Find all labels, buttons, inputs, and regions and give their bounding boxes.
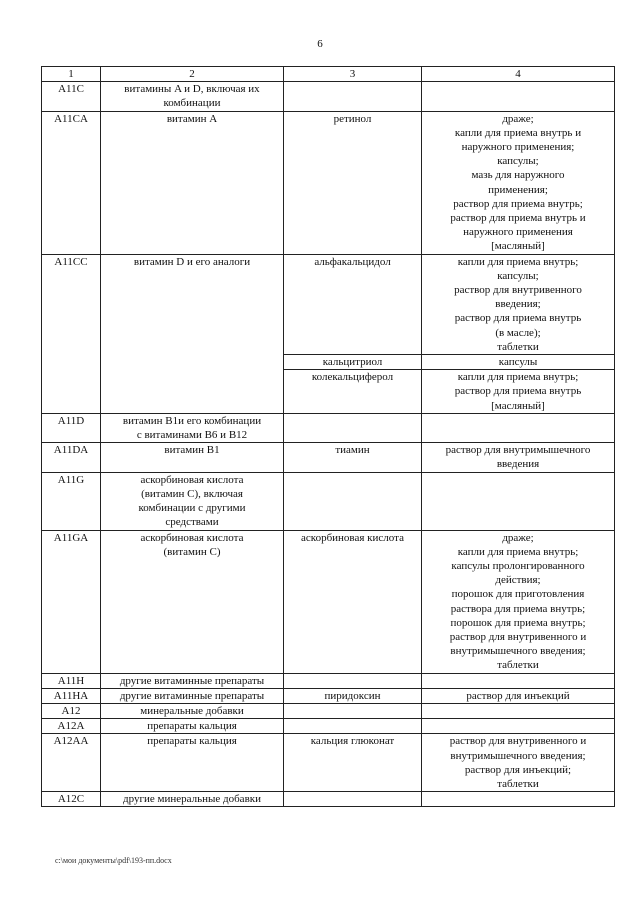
substance-name-cell: колекальциферол — [284, 370, 422, 414]
dosage-forms-cell — [422, 111, 615, 254]
table-row — [42, 111, 615, 254]
anatomical-therapeutic-group-cell — [101, 734, 284, 792]
group-line: препараты кальция — [147, 720, 237, 733]
table-row — [42, 472, 615, 530]
group-line: другие минеральные добавки — [123, 793, 261, 806]
substance-name-cell — [284, 472, 422, 530]
table-row — [42, 734, 615, 792]
table-header-row — [42, 67, 615, 82]
dosage-form-line: таблетки — [497, 340, 539, 353]
dosage-forms-cell — [422, 472, 615, 530]
group-line: (витамин C) — [163, 545, 221, 558]
dosage-form-line: капли для приема внутрь; — [457, 371, 579, 384]
dosage-forms-cell — [422, 673, 615, 688]
dosage-form-line: драже; — [502, 531, 534, 544]
anatomical-therapeutic-group-cell — [101, 111, 284, 254]
dosage-forms-cell — [422, 792, 615, 807]
substance-name-cell: ретинол — [284, 111, 422, 254]
anatomical-therapeutic-group-cell — [101, 413, 284, 442]
dosage-forms-cell — [422, 688, 615, 703]
table-row — [42, 792, 615, 807]
dosage-forms-cell — [422, 355, 615, 370]
dosage-form-line: капсулы; — [497, 155, 539, 168]
column-header-4: 4 — [422, 67, 615, 82]
group-line: витамины A и D, включая их — [124, 83, 260, 96]
dosage-form-line: порошок для приготовления — [451, 588, 585, 601]
atc-code-cell: A12C — [42, 792, 101, 807]
dosage-form-line: капли для приема внутрь; — [457, 545, 579, 558]
dosage-forms-cell — [422, 734, 615, 792]
dosage-form-line: [масляный] — [491, 399, 545, 412]
substance-name-cell: альфакальцидол — [284, 254, 422, 354]
dosage-forms-cell — [422, 254, 615, 354]
dosage-form-line: раствор для приема внутрь и — [450, 212, 586, 225]
substance-name-cell: пиридоксин — [284, 688, 422, 703]
dosage-form-line: раствор для приема внутрь; — [453, 197, 583, 210]
file-path-footer: c:\мои документы\pdf\193-пп.docx — [55, 856, 172, 865]
drug-classification-table — [41, 66, 615, 807]
dosage-form-line: внутримышечного введения; — [450, 645, 586, 658]
dosage-form-line: раствора для приема внутрь; — [450, 602, 586, 615]
dosage-form-line: порошок для приема внутрь; — [450, 616, 586, 629]
group-line: минеральные добавки — [140, 704, 244, 717]
dosage-form-line: капсулы пролонгированного — [451, 559, 585, 572]
substance-name-cell — [284, 719, 422, 734]
table-body — [42, 82, 615, 807]
dosage-form-line: раствор для приема внутрь — [454, 385, 582, 398]
group-line: с витаминами B6 и B12 — [136, 429, 248, 442]
dosage-form-line: таблетки — [497, 777, 539, 790]
atc-code-cell: A12AA — [42, 734, 101, 792]
anatomical-therapeutic-group-cell — [101, 673, 284, 688]
anatomical-therapeutic-group-cell — [101, 472, 284, 530]
dosage-form-line: раствор для инъекций; — [464, 763, 572, 776]
dosage-form-line: капли для приема внутрь; — [457, 255, 579, 268]
atc-code-cell: A11HA — [42, 688, 101, 703]
group-line: средствами — [165, 516, 219, 529]
anatomical-therapeutic-group-cell — [101, 82, 284, 111]
dosage-form-line: раствор для приема внутрь — [454, 312, 582, 325]
atc-code-cell: A11G — [42, 472, 101, 530]
anatomical-therapeutic-group-cell — [101, 792, 284, 807]
dosage-form-line: применения; — [488, 183, 548, 196]
dosage-forms-cell — [422, 443, 615, 472]
atc-code-cell: A11H — [42, 673, 101, 688]
table-row — [42, 703, 615, 718]
group-line: комбинации — [163, 97, 221, 110]
dosage-form-line: раствор для инъекций — [466, 689, 570, 702]
substance-name-cell — [284, 792, 422, 807]
table-row — [42, 719, 615, 734]
dosage-form-line: (в масле); — [495, 326, 541, 339]
group-line: другие витаминные препараты — [119, 674, 265, 687]
atc-code-cell: A11D — [42, 413, 101, 442]
substance-name-cell — [284, 703, 422, 718]
substance-name-cell — [284, 413, 422, 442]
column-header-2: 2 — [101, 67, 284, 82]
atc-code-cell: A11C — [42, 82, 101, 111]
table-row — [42, 413, 615, 442]
table-row — [42, 530, 615, 673]
dosage-form-line: раствор для внутримышечного — [445, 444, 591, 457]
substance-name-cell — [284, 673, 422, 688]
anatomical-therapeutic-group-cell — [101, 703, 284, 718]
dosage-form-line: капли для приема внутрь и — [454, 126, 582, 139]
group-line: витамин D и его аналоги — [133, 255, 251, 268]
substance-name-cell — [284, 82, 422, 111]
dosage-form-line: внутримышечного введения; — [450, 749, 586, 762]
dosage-forms-cell — [422, 413, 615, 442]
table-row — [42, 443, 615, 472]
group-line: комбинации с другими — [138, 502, 246, 515]
group-line: аскорбиновая кислота — [140, 531, 244, 544]
dosage-form-line: введения; — [495, 298, 541, 311]
atc-code-cell: A11CA — [42, 111, 101, 254]
atc-code-cell: A11CC — [42, 254, 101, 413]
dosage-form-line: мазь для наружного — [471, 169, 565, 182]
dosage-form-line: [масляный] — [491, 240, 545, 253]
substance-name-cell: кальцитриол — [284, 355, 422, 370]
column-header-1: 1 — [42, 67, 101, 82]
atc-code-cell: A11GA — [42, 530, 101, 673]
anatomical-therapeutic-group-cell — [101, 719, 284, 734]
dosage-forms-cell — [422, 530, 615, 673]
atc-code-cell: A11DA — [42, 443, 101, 472]
column-header-3: 3 — [284, 67, 422, 82]
dosage-forms-cell — [422, 82, 615, 111]
group-line: препараты кальция — [147, 735, 237, 748]
dosage-forms-cell — [422, 719, 615, 734]
anatomical-therapeutic-group-cell — [101, 443, 284, 472]
group-line: (витамин C), включая — [141, 487, 243, 500]
group-line: витамин A — [166, 112, 218, 125]
group-line: витамин B1и его комбинации — [122, 414, 262, 427]
dosage-forms-cell — [422, 370, 615, 414]
substance-name-cell: тиамин — [284, 443, 422, 472]
table-row — [42, 673, 615, 688]
table-row — [42, 688, 615, 703]
anatomical-therapeutic-group-cell — [101, 254, 284, 413]
dosage-form-line: действия; — [495, 574, 541, 587]
substance-name-cell: аскорбиновая кислота — [284, 530, 422, 673]
dosage-form-line: наружного применения; — [461, 141, 575, 154]
group-line: витамин B1 — [164, 444, 220, 457]
table-row — [42, 82, 615, 111]
page-number: 6 — [317, 38, 323, 50]
dosage-form-line: наружного применения — [463, 226, 573, 239]
group-line: аскорбиновая кислота — [140, 473, 244, 486]
dosage-form-line: раствор для внутривенного и — [449, 735, 587, 748]
dosage-form-line: капсулы; — [497, 269, 539, 282]
dosage-form-line: введения — [496, 458, 540, 471]
dosage-form-line: раствор для внутривенного — [454, 284, 582, 297]
dosage-forms-cell — [422, 703, 615, 718]
dosage-form-line: капсулы — [498, 356, 538, 369]
anatomical-therapeutic-group-cell — [101, 688, 284, 703]
anatomical-therapeutic-group-cell — [101, 530, 284, 673]
dosage-form-line: раствор для внутривенного и — [449, 630, 587, 643]
group-line: другие витаминные препараты — [119, 689, 265, 702]
atc-code-cell: A12A — [42, 719, 101, 734]
dosage-form-line: таблетки — [497, 659, 539, 672]
atc-code-cell: A12 — [42, 703, 101, 718]
substance-name-cell: кальция глюконат — [284, 734, 422, 792]
dosage-form-line: драже; — [502, 112, 534, 125]
table-row — [42, 254, 615, 354]
